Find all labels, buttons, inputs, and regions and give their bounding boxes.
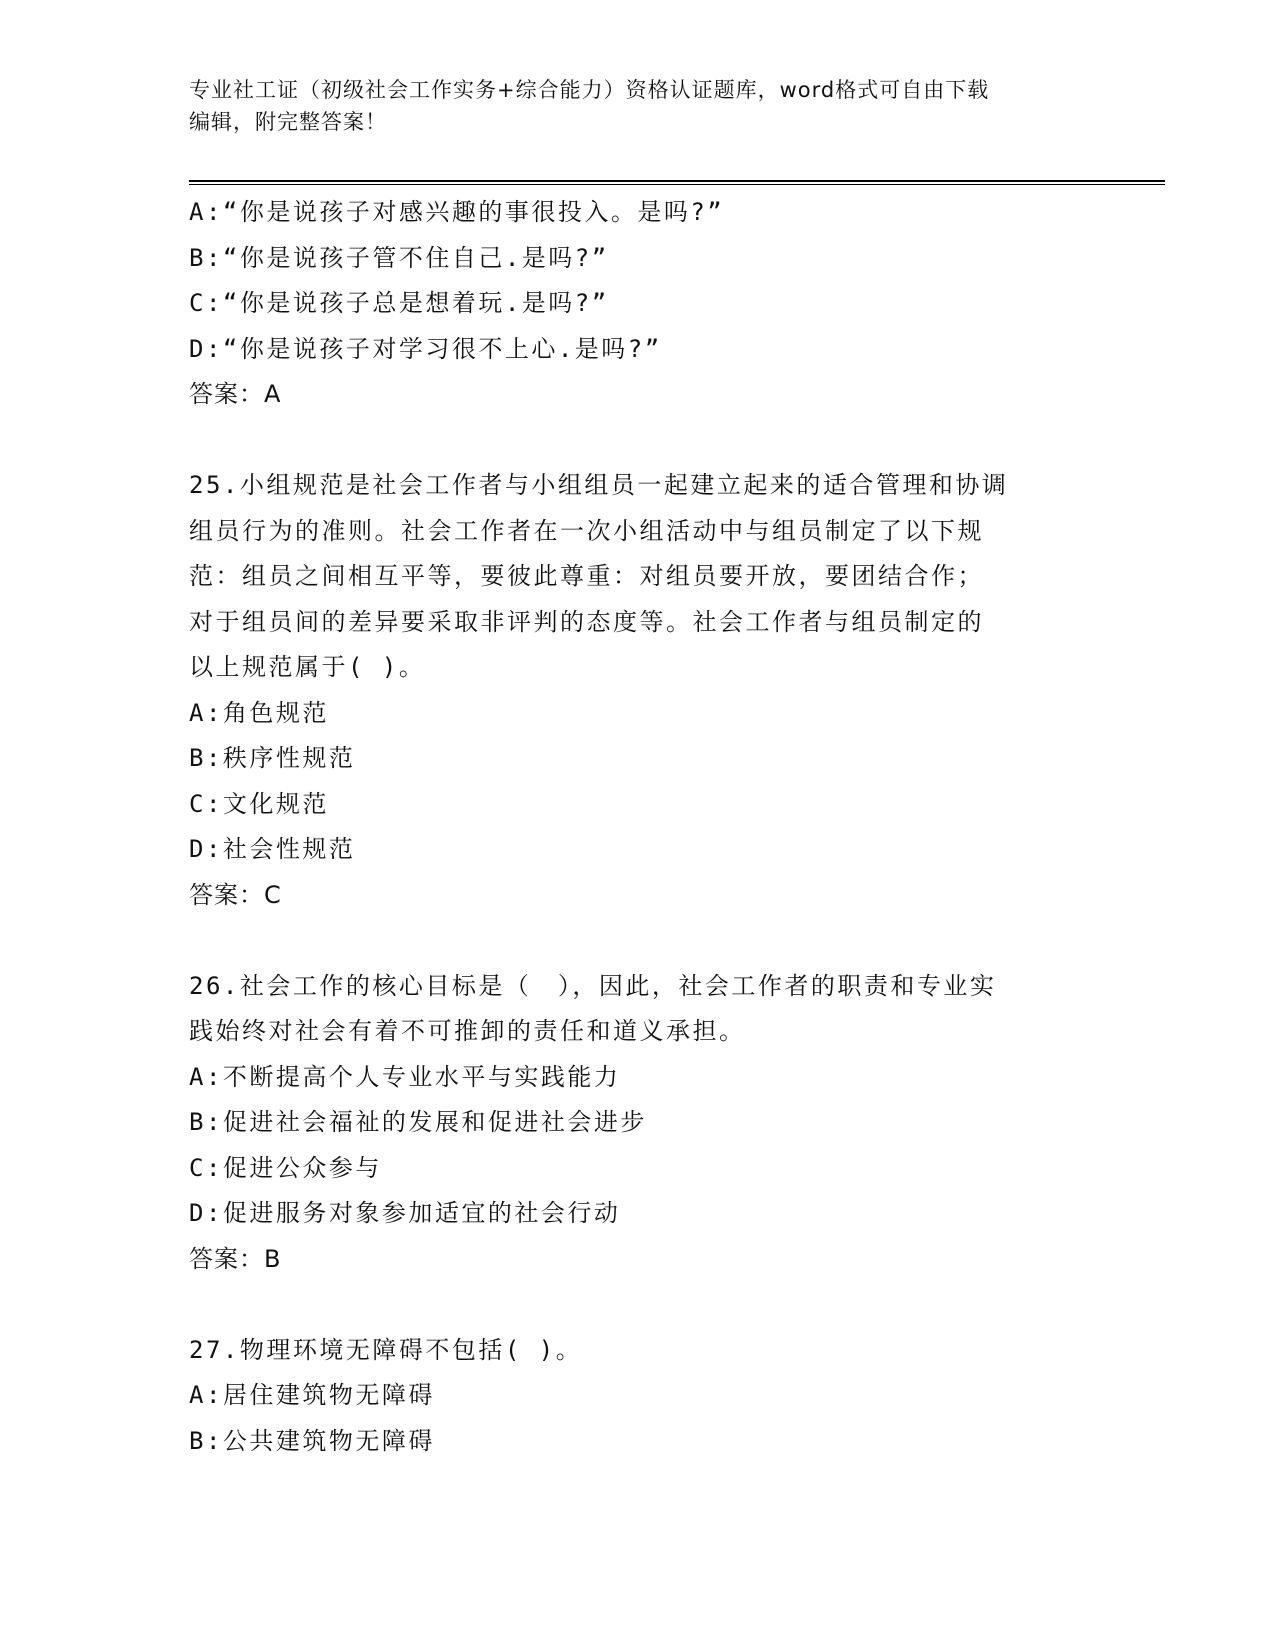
option-a: A:角色规范 <box>189 698 329 727</box>
header-line: 专业社工证（初级社会工作实务+综合能力）资格认证题库，word格式可自由下载 <box>189 78 990 102</box>
question-stem-line: 对于组员间的差异要采取非评判的态度等。社会工作者与组员制定的 <box>189 607 984 636</box>
question-stem-line: 以上规范属于( )。 <box>189 653 426 681</box>
option-b: B:秩序性规范 <box>189 744 356 772</box>
answer-line: 答案：B <box>189 1244 282 1273</box>
option-d: D:“你是说孩子对学习很不上心.是吗?” <box>189 334 662 363</box>
header-line: 编辑，附完整答案！ <box>189 110 387 134</box>
document-header <box>189 74 1089 138</box>
spacer <box>189 918 1089 964</box>
answer-line: 答案：C <box>189 880 282 909</box>
option-d: D:促进服务对象参加适宜的社会行动 <box>189 1199 621 1227</box>
question-list <box>189 190 1089 1464</box>
question-stem-line: 27.物理环境无障碍不包括( )。 <box>189 1335 583 1364</box>
option-b: B:公共建筑物无障碍 <box>189 1426 435 1455</box>
question-25 <box>189 463 1089 918</box>
option-c: C:促进公众参与 <box>189 1153 382 1182</box>
option-a: A:居住建筑物无障碍 <box>189 1381 435 1409</box>
spacer <box>189 418 1089 464</box>
header-divider-thick <box>189 180 1165 182</box>
question-stem-line: 26.社会工作的核心目标是（ ），因此，社会工作者的职责和专业实 <box>189 971 997 1000</box>
answer-line: 答案：A <box>189 380 282 408</box>
question-stem-line: 范：组员之间相互平等，要彼此尊重：对组员要开放，要团结合作； <box>189 562 984 590</box>
option-b: B:“你是说孩子管不住自己.是吗?” <box>189 243 609 272</box>
question-27 <box>189 1328 1089 1465</box>
question-stem-line: 25.小组规范是社会工作者与小组组员一起建立起来的适合管理和协调 <box>189 471 1009 499</box>
option-a: A:不断提高个人专业水平与实践能力 <box>189 1062 621 1091</box>
question-stem-line: 组员行为的准则。社会工作者在一次小组活动中与组员制定了以下规 <box>189 516 984 545</box>
question-24 <box>189 190 1089 418</box>
option-b: B:促进社会福祉的发展和促进社会进步 <box>189 1108 647 1136</box>
header-divider-thin <box>189 184 1165 185</box>
question-stem-line: 践始终对社会有着不可推卸的责任和道义承担。 <box>189 1017 746 1045</box>
option-c: C:“你是说孩子总是想着玩.是吗?” <box>189 289 609 317</box>
option-c: C:文化规范 <box>189 789 329 818</box>
option-a: A:“你是说孩子对感兴趣的事很投入。是吗?” <box>189 198 725 226</box>
question-26 <box>189 964 1089 1283</box>
option-d: D:社会性规范 <box>189 835 356 863</box>
spacer <box>189 1282 1089 1328</box>
